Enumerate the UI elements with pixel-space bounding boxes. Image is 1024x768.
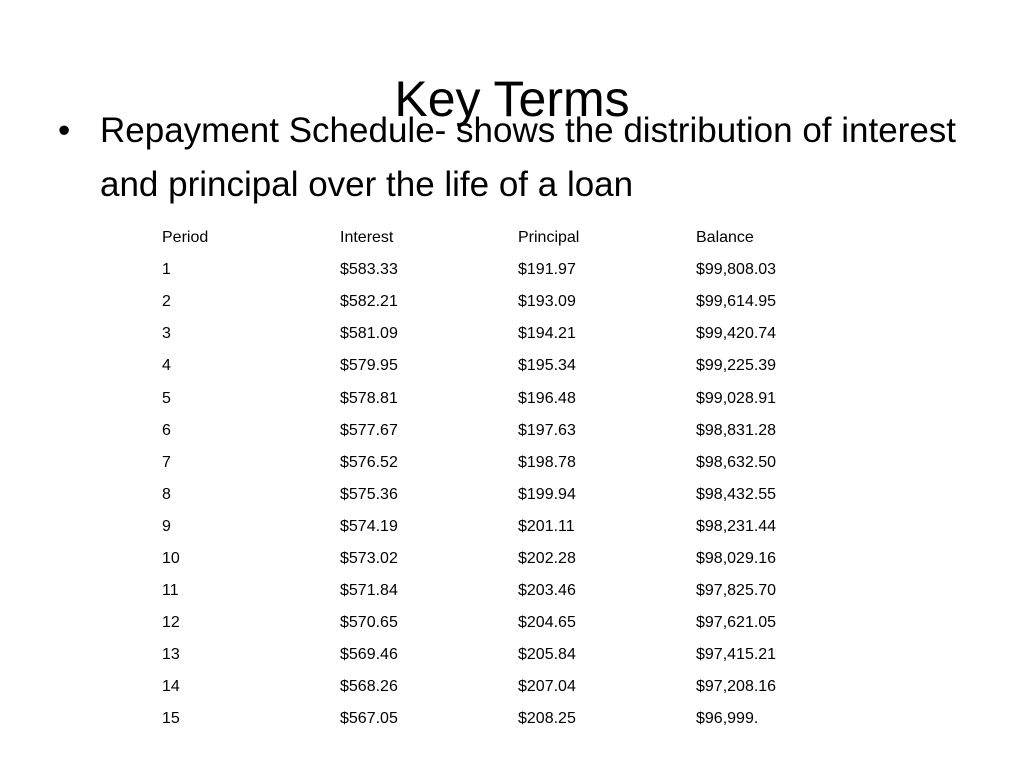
table-row [162,607,836,639]
cell-period: 12 [162,614,180,632]
cell-principal: $203.46 [518,582,576,600]
cell-period: 7 [162,453,171,471]
cell-principal: $191.97 [518,261,576,279]
cell-interest: $581.09 [340,325,398,343]
cell-balance: $99,614.95 [696,293,777,311]
cell-principal: $204.65 [518,614,576,632]
bullet-marker: • [58,111,71,150]
cell-period: 3 [162,325,171,343]
cell-balance: $99,225.39 [696,357,777,375]
cell-interest: $578.81 [340,389,398,407]
cell-period: 14 [162,678,180,696]
cell-period: 4 [162,357,171,375]
cell-period: 9 [162,517,171,535]
cell-interest: $573.02 [340,549,398,567]
table-row [162,703,836,735]
cell-period: 5 [162,389,171,407]
bullet-text: Repayment Schedule- shows the distribution of interest and principal over the life of a loan [100,111,957,204]
cell-interest: $570.65 [340,614,398,632]
cell-balance: $97,208.16 [696,678,777,696]
cell-period: 2 [162,293,171,311]
cell-balance: $98,831.28 [696,421,777,439]
cell-principal: $208.25 [518,710,576,728]
cell-period: 6 [162,421,171,439]
cell-interest: $574.19 [340,517,398,535]
header-interest: Interest [340,229,394,247]
bullet-point [58,104,978,212]
cell-period: 8 [162,485,171,503]
table-row [162,286,836,318]
cell-principal: $199.94 [518,485,576,503]
cell-balance: $99,028.91 [696,389,777,407]
table-row [162,479,836,511]
header-balance: Balance [696,229,754,247]
header-period: Period [162,229,209,247]
cell-interest: $575.36 [340,485,398,503]
table-row [162,639,836,671]
table-row [162,671,836,703]
cell-period: 10 [162,549,180,567]
cell-interest: $571.84 [340,582,398,600]
cell-principal: $194.21 [518,325,576,343]
cell-interest: $579.95 [340,357,398,375]
cell-principal: $202.28 [518,549,576,567]
cell-balance: $98,432.55 [696,485,777,503]
cell-principal: $207.04 [518,678,576,696]
cell-balance: $97,825.70 [696,582,777,600]
cell-interest: $583.33 [340,261,398,279]
cell-interest: $568.26 [340,678,398,696]
cell-principal: $196.48 [518,389,576,407]
repayment-schedule-table [162,222,836,736]
cell-balance: $99,420.74 [696,325,777,343]
table-row [162,511,836,543]
cell-principal: $195.34 [518,357,576,375]
header-principal: Principal [518,229,580,247]
table-row [162,575,836,607]
cell-principal: $198.78 [518,453,576,471]
table-header-row [162,222,836,254]
table-row [162,415,836,447]
cell-balance: $98,632.50 [696,453,777,471]
cell-period: 1 [162,261,171,279]
slide-title: Key Terms [394,70,630,127]
cell-balance: $98,231.44 [696,517,777,535]
cell-principal: $197.63 [518,421,576,439]
cell-interest: $576.52 [340,453,398,471]
table-body [162,254,836,735]
cell-principal: $205.84 [518,646,576,664]
cell-balance: $98,029.16 [696,549,777,567]
table-row [162,382,836,414]
cell-balance: $96,999. [696,710,759,728]
cell-balance: $97,621.05 [696,614,777,632]
cell-interest: $582.21 [340,293,398,311]
table-row [162,447,836,479]
cell-interest: $577.67 [340,421,398,439]
table-row [162,318,836,350]
cell-balance: $99,808.03 [696,261,777,279]
cell-period: 15 [162,710,180,728]
cell-interest: $569.46 [340,646,398,664]
table-row [162,350,836,382]
cell-principal: $193.09 [518,293,576,311]
cell-period: 11 [162,582,179,600]
table-row [162,254,836,286]
cell-balance: $97,415.21 [696,646,777,664]
table-row [162,543,836,575]
cell-principal: $201.11 [518,517,575,535]
cell-interest: $567.05 [340,710,398,728]
cell-period: 13 [162,646,180,664]
